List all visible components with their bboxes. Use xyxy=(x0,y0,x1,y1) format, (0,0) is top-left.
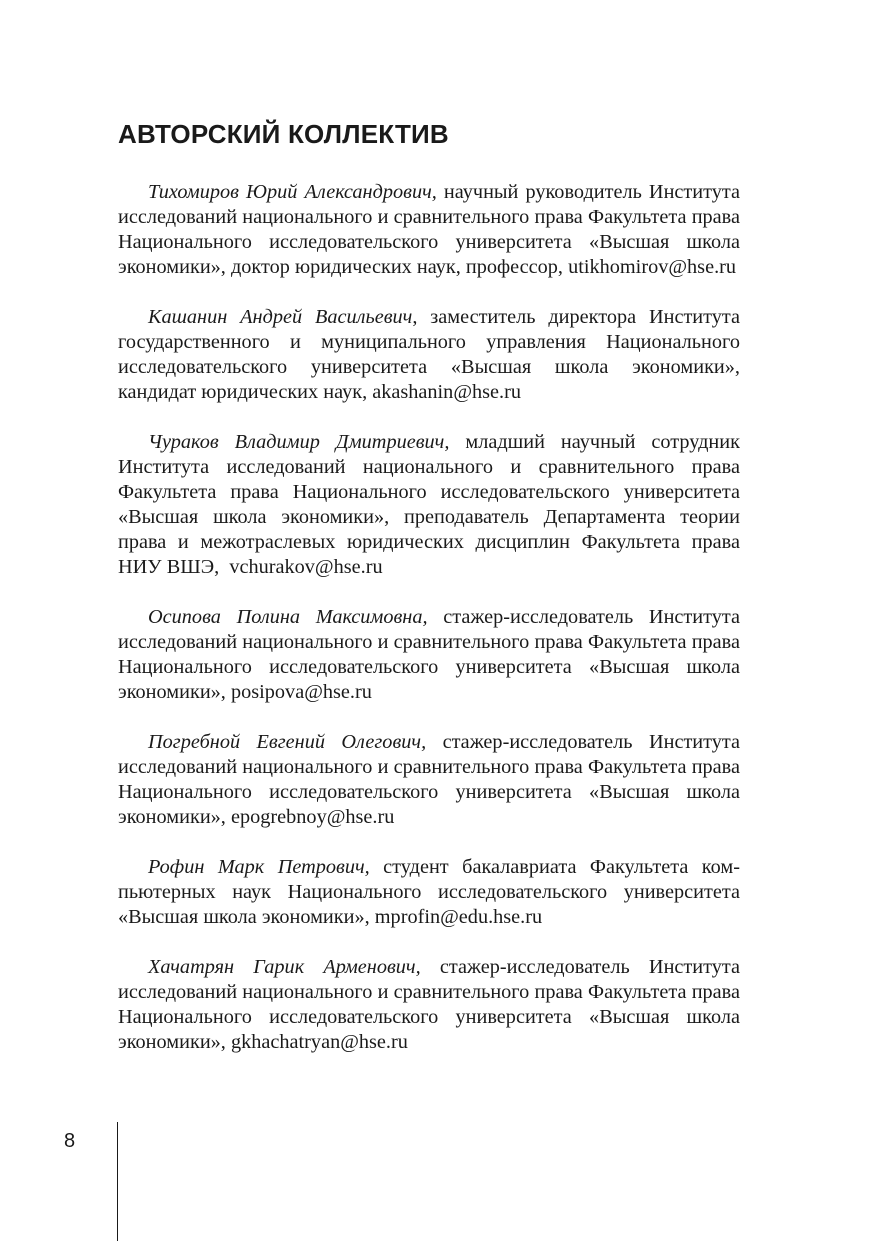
author-description: научный руководитель Института исследований национального и сравнительного права Факультета права Национального исследовательского университета «Высшая школа экономики», доктор юридических наук, профессор, xyxy=(118,181,740,278)
author-email: vchurakov@hse.ru xyxy=(229,556,383,578)
author-email: epogrebnoy@hse.ru xyxy=(230,806,395,828)
author-email: mprofin@edu.hse.ru xyxy=(374,906,543,928)
author-description: , заместитель директора Института государственного и муниципального управления Национального исследовательского университета «Высшая школа экономики», кандидат юридических наук, xyxy=(118,306,741,403)
author-description: младший научный сотрудник Института исследований национального и сравнительного права Факультета права Национального исследовательского университета «Высшая школа экономики», преподаватель Департамента теории права и межотраслевых юридических дисциплин Факультета права НИУ ВШЭ, xyxy=(118,431,740,578)
page-title: АВТОРСКИЙ КОЛЛЕКТИВ xyxy=(118,119,449,149)
author-description: стажер-исследователь Института исследований национального и сравнительного права Факультета права Национального исследовательского университета «Высшая школа экономики», xyxy=(118,606,740,703)
author-entry xyxy=(118,605,740,705)
author-name: Хачатрян Гарик Арменович, xyxy=(148,956,421,978)
author-name: Кашанин Андрей Васильевич xyxy=(148,306,413,328)
author-name: Тихомиров Юрий Александрович, xyxy=(148,181,437,203)
author-email: gkhachatryan@hse.ru xyxy=(230,1031,408,1053)
author-email: akashanin@hse.ru xyxy=(372,381,521,403)
author-name: Погребной Евгений Олегович, xyxy=(148,731,427,753)
author-entry xyxy=(118,955,740,1055)
author-entry xyxy=(118,855,740,930)
author-name: Осипова Полина Максимовна, xyxy=(148,606,428,628)
author-email: utikhomirov@hse.ru xyxy=(568,256,737,278)
author-name: Чураков Владимир Дмитриевич, xyxy=(148,431,450,453)
author-list xyxy=(118,180,740,1055)
author-description: стажер-исследователь Института исследований национального и сравнительного права Факультета права Национального исследовательского университета «Высшая школа экономики», xyxy=(118,731,741,828)
author-email: posipova@hse.ru xyxy=(230,681,372,703)
author-name: Рофин Марк Петрович, xyxy=(148,856,370,878)
author-entry xyxy=(118,180,740,280)
author-description: студент бакалавриата Факультета компьютерных наук Национального исследовательского университета «Высшая школа экономики», xyxy=(118,856,740,928)
page-margin-rule xyxy=(117,1122,118,1241)
author-description: стажер-исследователь Института исследований национального и сравнительного права Факультета права Национального исследовательского университета «Высшая школа экономики», xyxy=(118,956,740,1053)
author-entry xyxy=(118,730,740,830)
page-number: 8 xyxy=(64,1130,76,1152)
author-entry xyxy=(118,430,740,580)
author-entry xyxy=(118,305,740,405)
